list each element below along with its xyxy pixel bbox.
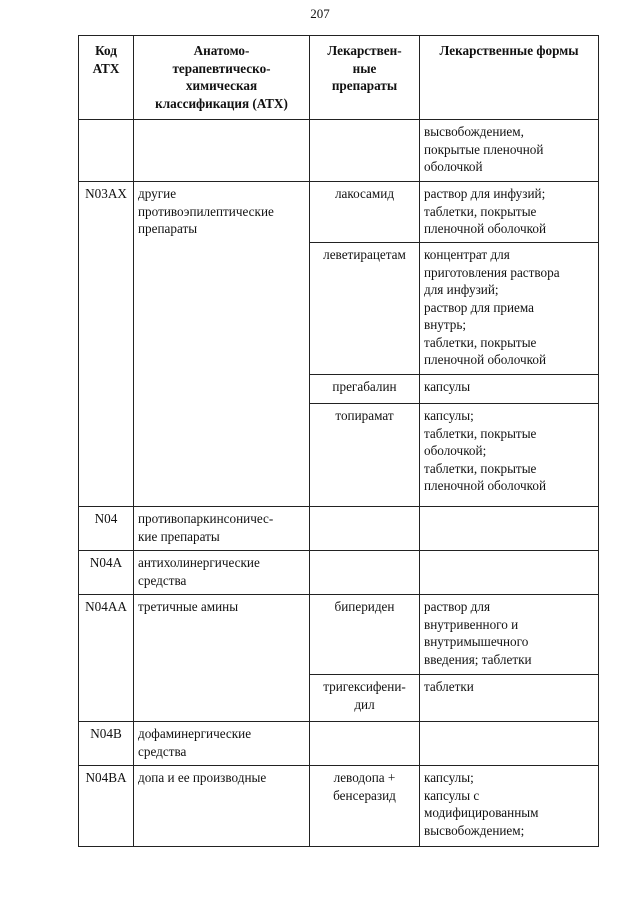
drug-cell: бипериден bbox=[310, 595, 420, 675]
drug-cell: прегабалин bbox=[310, 375, 420, 404]
drug-cell: топирамат bbox=[310, 404, 420, 507]
classification-cell: противопаркинсоничес- кие препараты bbox=[134, 507, 310, 551]
classification-cell bbox=[134, 120, 310, 182]
forms-cell: высвобождением, покрытые пленочной оболочкой bbox=[420, 120, 599, 182]
page-number: 207 bbox=[310, 6, 330, 21]
code-cell: N04B bbox=[79, 722, 134, 766]
forms-cell bbox=[420, 551, 599, 595]
drug-cell: тригексифени- дил bbox=[310, 675, 420, 722]
drug-cell bbox=[310, 120, 420, 182]
table-row bbox=[79, 595, 599, 675]
classification-cell: антихолинергические средства bbox=[134, 551, 310, 595]
forms-cell: капсулы bbox=[420, 375, 599, 404]
table-row bbox=[79, 722, 599, 766]
classification-cell: другие противоэпилептические препараты bbox=[134, 182, 310, 507]
header-forms: Лекарственные формы bbox=[420, 36, 599, 120]
forms-cell: капсулы; капсулы с модифицированным высвобождением; bbox=[420, 766, 599, 847]
code-cell bbox=[79, 120, 134, 182]
forms-cell: таблетки bbox=[420, 675, 599, 722]
code-cell: N04AA bbox=[79, 595, 134, 722]
table-row bbox=[79, 120, 599, 182]
table-row bbox=[79, 182, 599, 243]
drug-cell: леводопа + бенсеразид bbox=[310, 766, 420, 847]
forms-cell: капсулы; таблетки, покрытые оболочкой; таблетки, покрытые пленочной оболочкой bbox=[420, 404, 599, 507]
forms-cell: концентрат для приготовления раствора для инфузий; раствор для приема внутрь; таблетки, покрытые пленочной оболочкой bbox=[420, 243, 599, 375]
table-row bbox=[79, 766, 599, 847]
drug-cell bbox=[310, 722, 420, 766]
header-classification: Анатомо- терапевтическо- химическая классификация (АТХ) bbox=[134, 36, 310, 120]
forms-cell: раствор для внутривенного и внутримышечного введения; таблетки bbox=[420, 595, 599, 675]
drug-cell bbox=[310, 507, 420, 551]
classification-cell: третичные амины bbox=[134, 595, 310, 722]
classification-cell: дофаминергические средства bbox=[134, 722, 310, 766]
code-cell: N04 bbox=[79, 507, 134, 551]
code-cell: N04BA bbox=[79, 766, 134, 847]
code-cell: N03AX bbox=[79, 182, 134, 507]
drug-cell: леветирацетам bbox=[310, 243, 420, 375]
atx-drug-table bbox=[78, 35, 599, 847]
forms-cell bbox=[420, 507, 599, 551]
header-drugs: Лекарствен- ные препараты bbox=[310, 36, 420, 120]
table-header-row bbox=[79, 36, 599, 120]
forms-cell: раствор для инфузий; таблетки, покрытые пленочной оболочкой bbox=[420, 182, 599, 243]
code-cell: N04A bbox=[79, 551, 134, 595]
drug-cell: лакосамид bbox=[310, 182, 420, 243]
classification-cell: допа и ее производные bbox=[134, 766, 310, 847]
forms-cell bbox=[420, 722, 599, 766]
header-code: Код АТХ bbox=[79, 36, 134, 120]
table-row bbox=[79, 551, 599, 595]
drug-cell bbox=[310, 551, 420, 595]
table-row bbox=[79, 507, 599, 551]
